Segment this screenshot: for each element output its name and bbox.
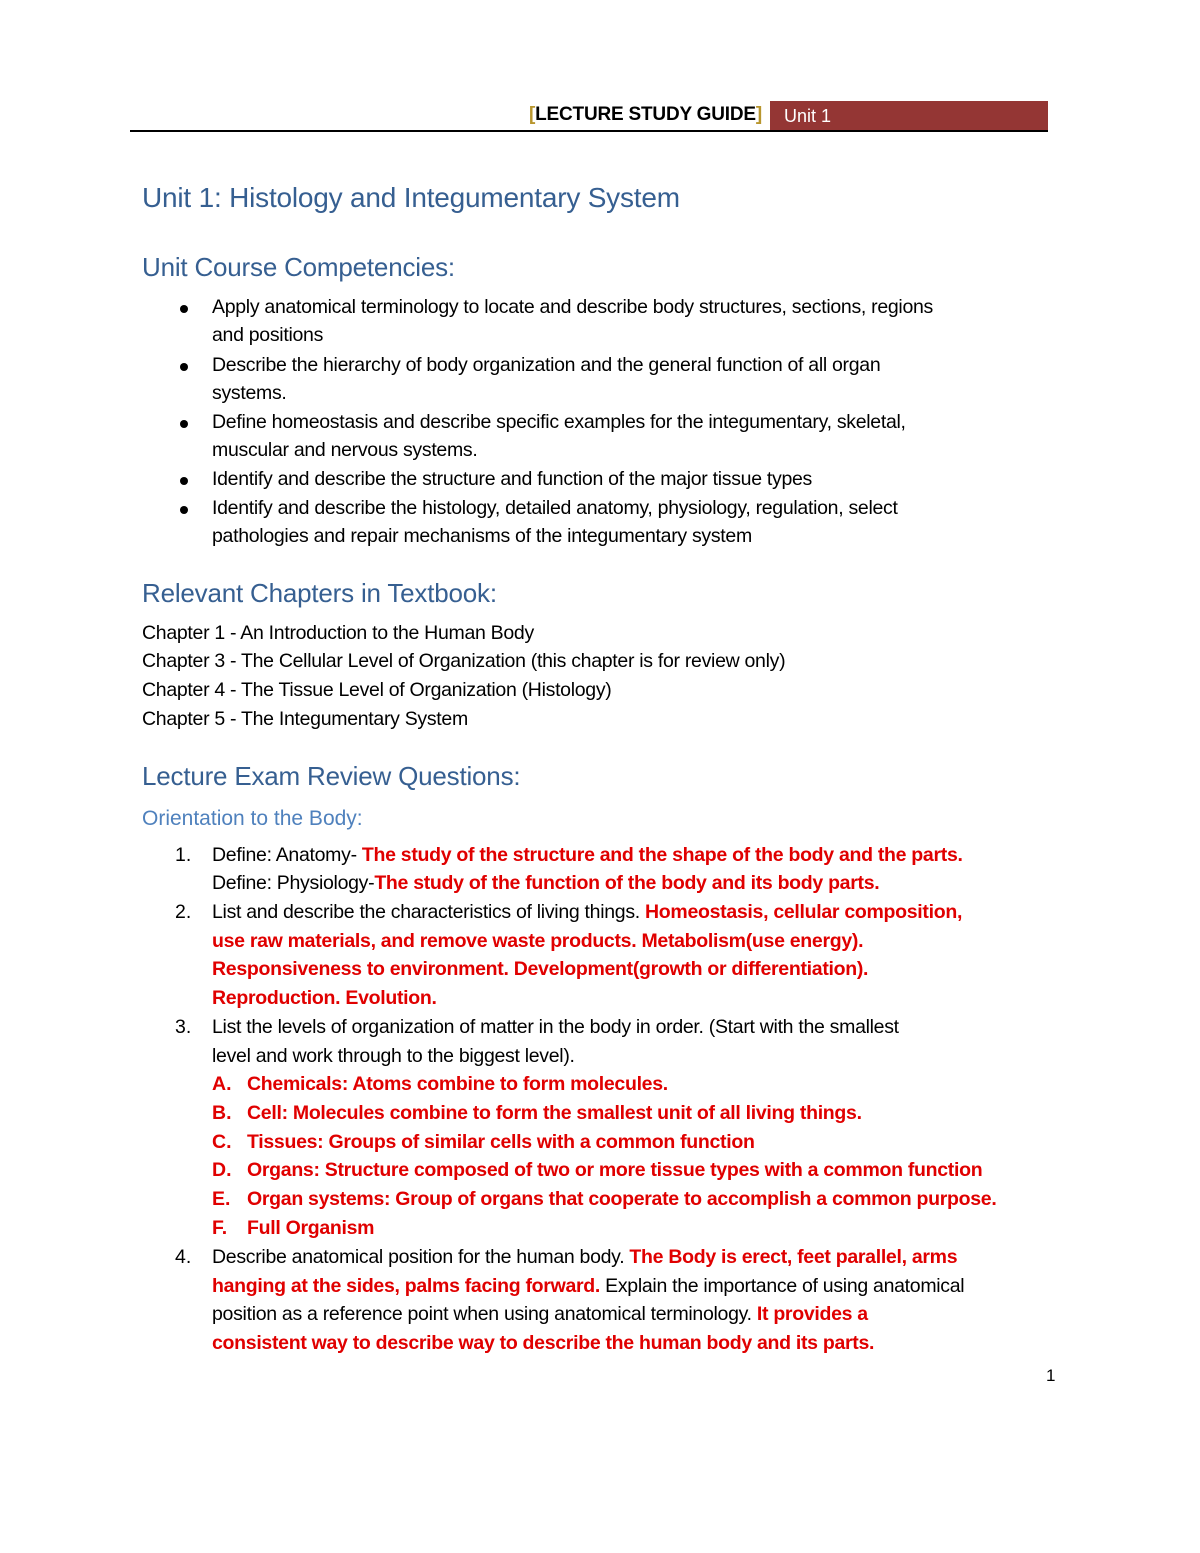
question-number: 2.	[175, 901, 192, 923]
bullet-icon	[180, 305, 188, 313]
page-number: 1	[1046, 1366, 1056, 1385]
question-answer: The Body is erect, feet parallel, arms	[624, 1246, 958, 1268]
list-letter: C.	[212, 1131, 232, 1153]
list-letter: D.	[212, 1159, 232, 1181]
question-prompt: Define: Physiology-	[212, 872, 375, 894]
question-prompt: Define: Anatomy-	[212, 844, 357, 866]
competency-line: Define homeostasis and describe specific examples for the integumentary, skeletal,	[212, 411, 906, 433]
header-title	[529, 104, 762, 126]
header-bracket-close: ]	[755, 104, 762, 125]
list-item: Cell: Molecules combine to form the smallest unit of all living things.	[247, 1102, 862, 1124]
question-4-line	[212, 1243, 957, 1272]
chapter-item: Chapter 4 - The Tissue Level of Organization (Histology)	[142, 679, 612, 701]
question-prompt: Describe anatomical position for the human body.	[212, 1246, 625, 1268]
chapters-heading: Relevant Chapters in Textbook:	[142, 578, 497, 608]
question-1-line	[212, 841, 963, 870]
competency-line: Apply anatomical terminology to locate and describe body structures, sections, regions	[212, 296, 934, 318]
question-answer: Responsiveness to environment. Development(growth or differentiation).	[212, 958, 869, 980]
review-subheading: Orientation to the Body:	[142, 807, 363, 830]
question-answer: The study of the structure and the shape of the body and the parts.	[356, 844, 963, 866]
question-answer: consistent way to describe way to describe the human body and its parts.	[212, 1332, 875, 1354]
list-letter: B.	[212, 1102, 232, 1124]
list-item: Full Organism	[247, 1217, 375, 1239]
list-letter: E.	[212, 1188, 231, 1210]
question-2-line	[212, 898, 962, 927]
question-answer: use raw materials, and remove waste products. Metabolism(use energy).	[212, 930, 864, 952]
list-item: Organ systems: Group of organs that cooperate to accomplish a common purpose.	[247, 1188, 997, 1210]
header-title-text: LECTURE STUDY GUIDE	[535, 104, 756, 125]
competency-line: and positions	[212, 324, 324, 346]
question-answer: hanging at the sides, palms facing forward.	[212, 1275, 601, 1297]
question-1-line	[212, 869, 879, 898]
header-unit-label: Unit 1	[784, 106, 832, 126]
competency-line: Describe the hierarchy of body organization and the general function of all organ	[212, 354, 881, 376]
page-title: Unit 1: Histology and Integumentary System	[142, 182, 680, 213]
review-heading: Lecture Exam Review Questions:	[142, 761, 521, 791]
list-letter: A.	[212, 1073, 232, 1095]
header-bracket-open: [	[529, 104, 536, 125]
question-number: 4.	[175, 1246, 192, 1268]
question-4-line	[212, 1272, 964, 1301]
question-answer: Homeostasis, cellular composition,	[639, 901, 963, 923]
chapter-item: Chapter 1 - An Introduction to the Human Body	[142, 622, 534, 644]
competency-line: pathologies and repair mechanisms of the integumentary system	[212, 525, 752, 547]
bullet-icon	[180, 420, 188, 428]
question-prompt: List the levels of organization of matter in the body in order. (Start with the smallest	[212, 1016, 899, 1038]
chapter-item: Chapter 3 - The Cellular Level of Organization (this chapter is for review only)	[142, 650, 786, 672]
question-answer: It provides a	[751, 1303, 868, 1325]
competency-line: Identify and describe the structure and function of the major tissue types	[212, 468, 812, 490]
bullet-icon	[180, 477, 188, 485]
question-prompt: level and work through to the biggest level).	[212, 1045, 575, 1067]
question-number: 1.	[175, 844, 192, 866]
header-unit-box	[770, 101, 1048, 131]
question-answer: Reproduction. Evolution.	[212, 987, 437, 1009]
bullet-icon	[180, 506, 188, 514]
question-prompt: Explain the importance of using anatomical	[600, 1275, 965, 1297]
competency-line: muscular and nervous systems.	[212, 439, 478, 461]
question-answer: The study of the function of the body and its body parts.	[374, 872, 880, 894]
competency-line: systems.	[212, 382, 287, 404]
question-number: 3.	[175, 1016, 192, 1038]
list-item: Chemicals: Atoms combine to form molecules.	[247, 1073, 668, 1095]
question-prompt: position as a reference point when using anatomical terminology.	[212, 1303, 752, 1325]
list-letter: F.	[212, 1217, 228, 1239]
list-item: Tissues: Groups of similar cells with a common function	[247, 1131, 755, 1153]
header-rule	[130, 130, 1048, 132]
question-4-line	[212, 1300, 868, 1329]
competency-line: Identify and describe the histology, detailed anatomy, physiology, regulation, select	[212, 497, 898, 519]
bullet-icon	[180, 363, 188, 371]
chapter-item: Chapter 5 - The Integumentary System	[142, 708, 468, 730]
competencies-heading: Unit Course Competencies:	[142, 252, 455, 282]
question-prompt: List and describe the characteristics of living things.	[212, 901, 640, 923]
list-item: Organs: Structure composed of two or more tissue types with a common function	[247, 1159, 983, 1181]
